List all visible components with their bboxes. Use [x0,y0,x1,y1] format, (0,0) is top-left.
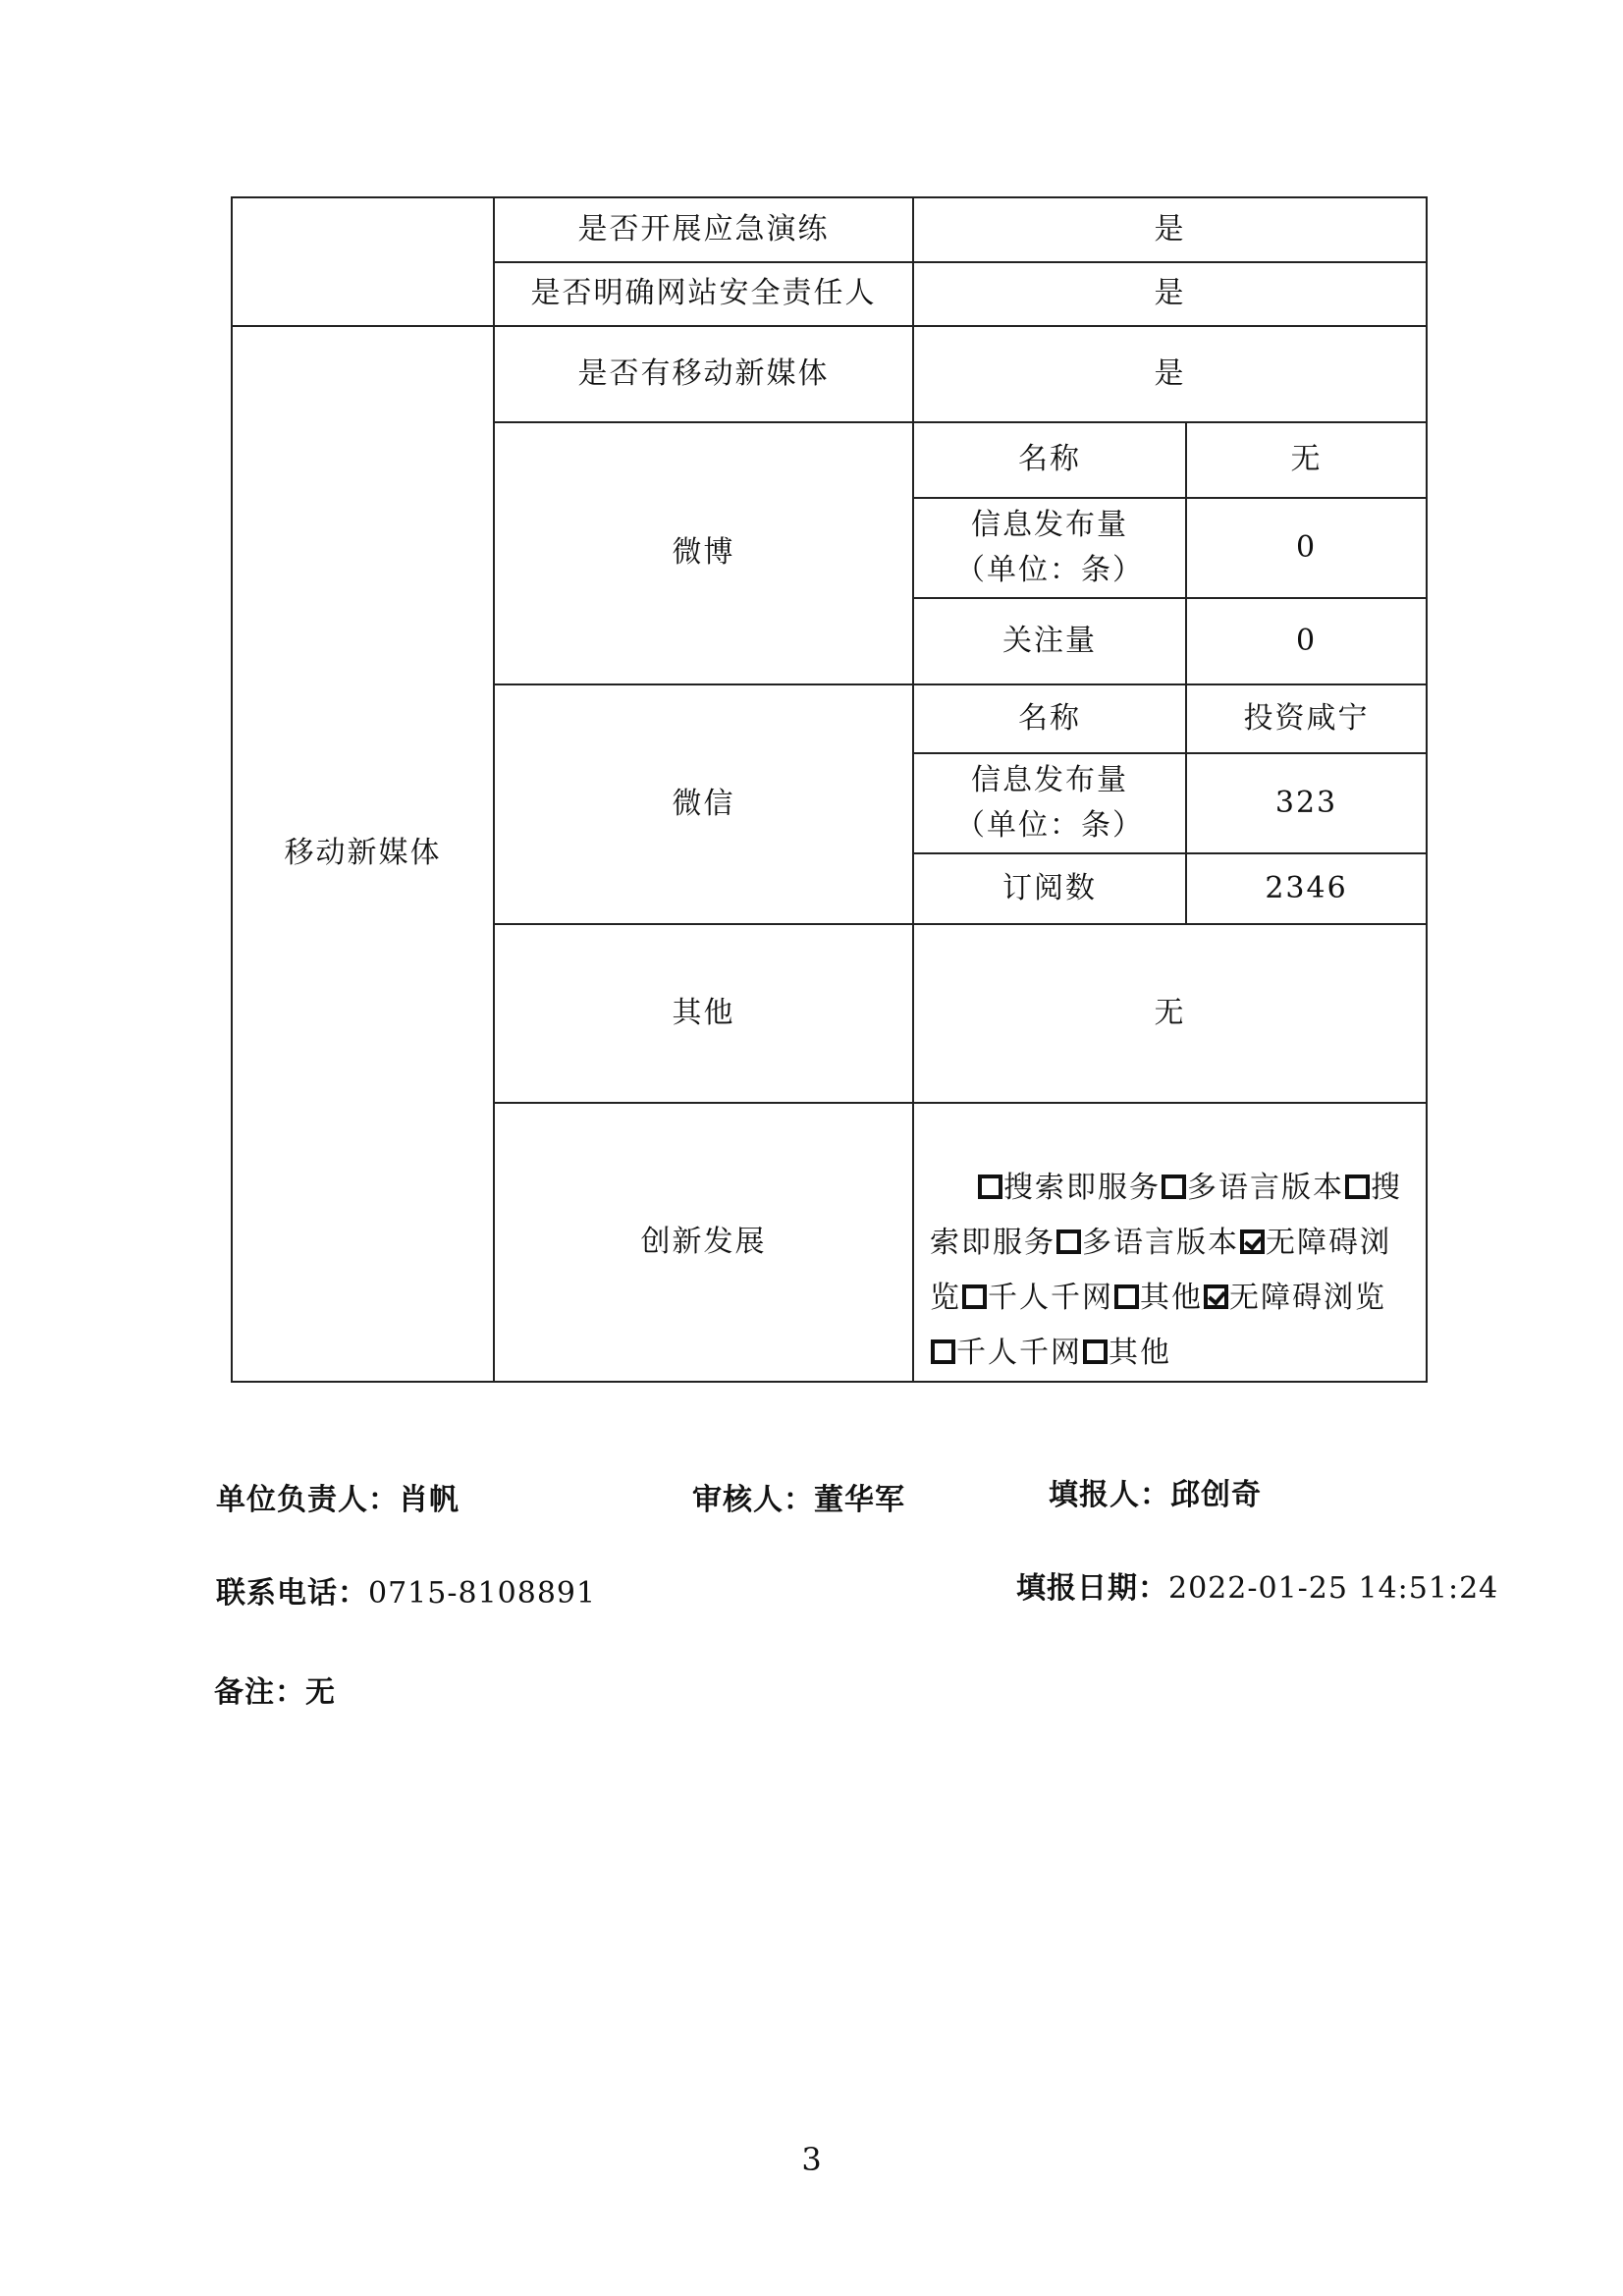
filler-label: 填报人： [1049,1478,1170,1512]
weixin-posts-label [913,753,1186,853]
weibo-posts-label-line2: （单位：条） [955,553,1144,587]
weibo-follow-value: 0 [1186,598,1427,684]
checkbox-label: 多语言版本 [1187,1171,1344,1205]
remarks [214,1667,336,1711]
contact-phone-value: 0715-8108891 [368,1576,597,1611]
weibo-posts-label-line1: 信息发布量 [971,507,1128,542]
remarks-label: 备注： [214,1675,305,1710]
weixin-posts-label-line1: 信息发布量 [971,762,1128,797]
drill-answer: 是 [913,197,1427,262]
security-officer-question: 是否明确网站安全责任人 [494,262,913,326]
checkbox-icon[interactable] [1114,1285,1139,1309]
weixin-sub-value: 2346 [1186,853,1427,924]
remarks-value: 无 [305,1675,336,1710]
checkbox-icon[interactable] [1204,1285,1228,1309]
checkbox-icon[interactable] [931,1339,955,1364]
checkbox-icon[interactable] [1083,1339,1108,1364]
innovation-label: 创新发展 [494,1103,913,1382]
checkbox-label: 其他 [1140,1281,1203,1315]
blank-section-cell [232,197,494,326]
mobile-media-question: 是否有移动新媒体 [494,326,913,422]
weibo-name-label: 名称 [913,422,1186,498]
security-officer-answer: 是 [913,262,1427,326]
drill-question: 是否开展应急演练 [494,197,913,262]
unit-head [216,1475,460,1518]
report-table [231,196,1428,1383]
fill-date-value: 2022-01-25 14:51:24 [1168,1571,1499,1606]
weixin-name-label: 名称 [913,684,1186,753]
mobile-media-section-label: 移动新媒体 [232,326,494,1382]
weibo-follow-label: 关注量 [913,598,1186,684]
checkbox-label: 无障碍浏览 [1229,1281,1386,1315]
filler-value: 邱创奇 [1170,1478,1262,1512]
checkbox-icon[interactable] [1240,1230,1265,1254]
checkbox-label: 搜索即服务 [1003,1171,1161,1205]
other-label: 其他 [494,924,913,1103]
checkbox-icon[interactable] [1162,1175,1186,1199]
weixin-sub-label: 订阅数 [913,853,1186,924]
fill-date [1016,1563,1498,1607]
weixin-posts-label-line2: （单位：条） [955,808,1144,843]
weixin-name-value: 投资咸宁 [1186,684,1427,753]
other-value: 无 [913,924,1427,1103]
reviewer [692,1475,905,1518]
mobile-media-answer: 是 [913,326,1427,422]
checkbox-icon[interactable] [1345,1175,1370,1199]
innovation-options [913,1103,1427,1382]
checkbox-label: 多语言版本 [1082,1226,1239,1260]
unit-head-value: 肖帆 [399,1483,460,1517]
checkbox-label: 千人千网 [956,1336,1082,1370]
reviewer-label: 审核人： [692,1483,814,1517]
checkbox-label: 其他 [1109,1336,1171,1370]
weixin-label: 微信 [494,684,913,924]
filler [1049,1470,1262,1513]
fill-date-label: 填报日期： [1016,1571,1168,1606]
contact-phone [216,1568,596,1612]
checkbox-icon[interactable] [1056,1230,1081,1254]
checkbox-label: 无障碍浏览 [930,1226,1391,1315]
reviewer-value: 董华军 [814,1483,905,1517]
checkbox-label: 搜索即服务 [930,1171,1402,1260]
checkbox-icon[interactable] [962,1285,987,1309]
checkbox-label: 千人千网 [988,1281,1113,1315]
weibo-posts-value: 0 [1186,498,1427,598]
weibo-label: 微博 [494,422,913,684]
weixin-posts-value: 323 [1186,753,1427,853]
page-number: 3 [801,2141,822,2178]
contact-phone-label: 联系电话： [216,1576,368,1611]
weibo-posts-label [913,498,1186,598]
unit-head-label: 单位负责人： [216,1483,399,1517]
weibo-name-value: 无 [1186,422,1427,498]
checkbox-icon[interactable] [978,1175,1002,1199]
